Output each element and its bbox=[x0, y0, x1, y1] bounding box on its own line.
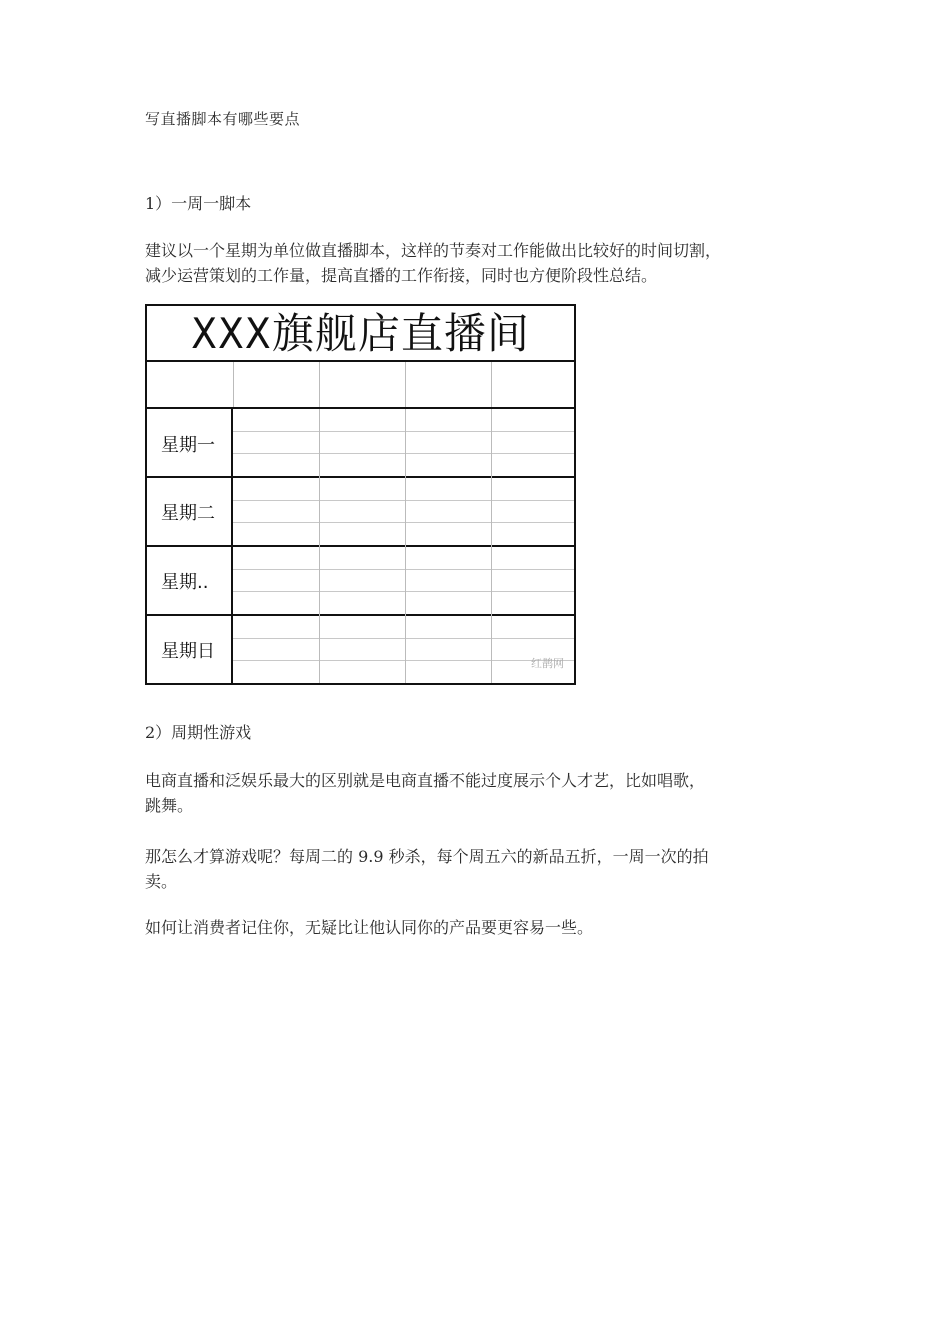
table-row-day bbox=[147, 547, 574, 615]
table-title: XXX旗舰店直播间 bbox=[147, 306, 574, 362]
section2-paragraph2-line2: 卖。 bbox=[145, 872, 178, 891]
day-label: 星期一 bbox=[147, 409, 233, 478]
table-row-day bbox=[147, 616, 574, 683]
section1-paragraph-line1: 建议以一个星期为单位做直播脚本，这样的节奏对工作能做出比较好的时间切割， bbox=[145, 241, 722, 260]
day-label: 星期.. bbox=[147, 547, 233, 615]
section2-paragraph3: 如何让消费者记住你，无疑比让他认同你的产品要更容易一些。 bbox=[145, 918, 594, 937]
section1-paragraph-line2: 减少运营策划的工作量，提高直播的工作衔接，同时也方便阶段性总结。 bbox=[145, 266, 658, 285]
table-row-day bbox=[147, 478, 574, 546]
document-title: 写直播脚本有哪些要点 bbox=[145, 110, 301, 128]
table-row-day bbox=[147, 409, 574, 478]
day-label: 星期二 bbox=[147, 478, 233, 546]
section2-paragraph2-line1: 那怎么才算游戏呢？每周二的 9.9 秒杀，每个周五六的新品五折，一周一次的拍 bbox=[145, 847, 709, 866]
section2-heading: 2）周期性游戏 bbox=[145, 723, 252, 742]
section2-paragraph1-line2: 跳舞。 bbox=[145, 796, 194, 815]
day-label: 星期日 bbox=[147, 616, 233, 683]
table-header-row bbox=[147, 362, 574, 409]
watermark-text: 红鹊网 bbox=[531, 657, 564, 670]
section2-paragraph1-line1: 电商直播和泛娱乐最大的区别就是电商直播不能过度展示个人才艺，比如唱歌， bbox=[145, 771, 706, 790]
schedule-table-image bbox=[145, 304, 576, 685]
section1-heading: 1）一周一脚本 bbox=[145, 194, 252, 213]
